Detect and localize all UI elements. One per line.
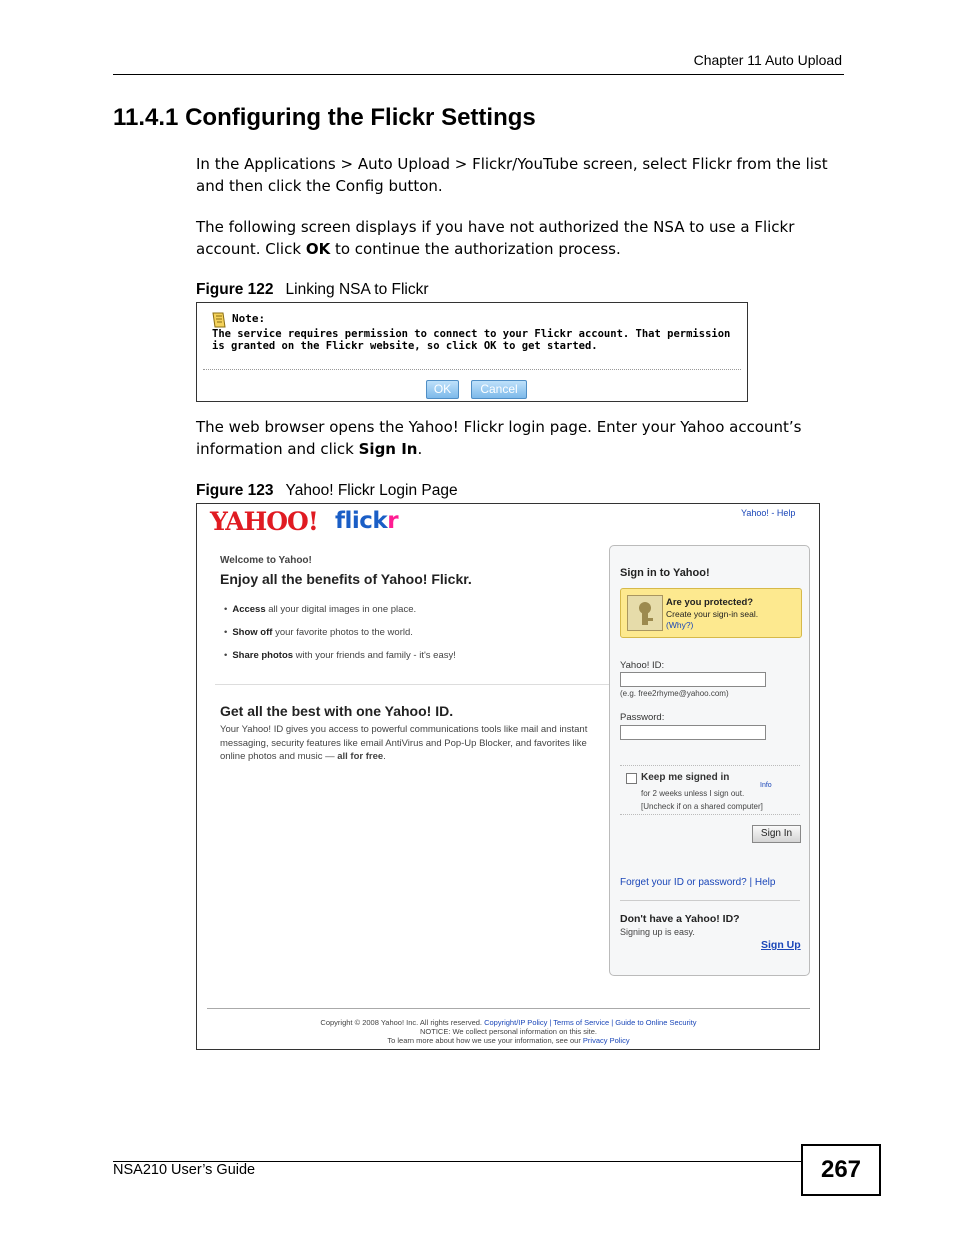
figure-123-title: Yahoo! Flickr Login Page [285, 482, 458, 499]
sign-up-link[interactable]: Sign Up [761, 939, 801, 951]
description-end: . [383, 751, 386, 762]
sign-in-panel [609, 545, 810, 976]
figure-123-screenshot [196, 503, 820, 1050]
benefit-text: all your digital images in one place. [265, 604, 417, 615]
seal-title: Are you protected? [666, 597, 754, 608]
yahoo-id-label: Yahoo! ID: [620, 660, 665, 671]
keep-signed-in-label: Keep me signed in [641, 772, 730, 783]
benefit-item [224, 650, 456, 661]
sign-in-heading: Sign in to Yahoo! [620, 567, 710, 579]
paragraph-1: In the Applications > Auto Upload > Flickr/YouTube screen, select Flickr from the list and then click the Config button. [196, 155, 828, 195]
enjoy-heading: Enjoy all the benefits of Yahoo! Flickr. [220, 571, 472, 587]
paragraph-2-text: The following screen displays if you have not authorized the NSA to use a Flickr account. Click [196, 218, 795, 258]
yahoo-id-description [220, 723, 610, 764]
keep-signed-in-note [641, 787, 763, 813]
figure-122-title: Linking NSA to Flickr [285, 281, 429, 298]
seal-why-link[interactable]: (Why?) [666, 620, 694, 630]
welcome-text: Welcome to Yahoo! [220, 555, 312, 566]
policy-links[interactable]: Copyright/IP Policy | Terms of Service | Guide to Online Security [484, 1018, 697, 1027]
ok-emphasis: OK [305, 240, 331, 258]
paragraph-2 [196, 216, 841, 260]
yahoo-id-hint: (e.g. free2rhyme@yahoo.com) [620, 689, 729, 698]
privacy-text: To learn more about how we use your information, see our [387, 1036, 583, 1045]
paragraph-3 [196, 416, 841, 460]
dialog-divider [203, 369, 741, 370]
privacy-line [207, 1036, 810, 1045]
seal-subtitle: Create your sign-in seal. [666, 609, 759, 619]
ok-button[interactable]: OK [426, 380, 459, 399]
benefit-text: with your friends and family - it's easy! [293, 650, 456, 661]
keep-note-line-2: [Uncheck if on a shared computer] [641, 802, 763, 811]
yahoo-id-input[interactable] [620, 672, 766, 687]
guide-title: NSA210 User’s Guide [113, 1162, 256, 1178]
privacy-policy-link[interactable]: Privacy Policy [582, 1036, 630, 1045]
chapter-header: Chapter 11 Auto Upload [693, 52, 842, 68]
cancel-button[interactable]: Cancel [471, 380, 527, 399]
note-text: The service requires permission to connect to your Flickr account. That permission is granted on the Flickr website, so click OK to get started. [212, 328, 731, 352]
paragraph-3-text: The web browser opens the Yahoo! Flickr login page. Enter your Yahoo account’s information and click [196, 418, 802, 458]
flickr-logo-pink: r [387, 508, 399, 534]
figure-123-label: Figure 123 [196, 482, 274, 499]
get-all-heading: Get all the best with one Yahoo! ID. [220, 703, 454, 719]
keep-signed-in-checkbox[interactable] [626, 773, 637, 784]
benefit-bold: Show off [232, 627, 273, 638]
password-input[interactable] [620, 725, 766, 740]
forgot-help-link[interactable]: Forget your ID or password? | Help [620, 877, 776, 888]
all-for-free: all for free [337, 751, 384, 762]
benefit-item [224, 604, 416, 615]
figure-122-screenshot [196, 302, 748, 402]
benefit-item [224, 627, 413, 638]
paragraph-3-text-end: . [417, 440, 423, 458]
paragraph-2-text-end: to continue the authorization process. [330, 240, 621, 258]
sign-in-seal-box[interactable] [620, 588, 802, 638]
benefit-bold: Access [232, 604, 266, 615]
benefit-text: your favorite photos to the world. [272, 627, 413, 638]
figure-123-caption [196, 482, 458, 500]
footer-rule [207, 1008, 810, 1009]
figure-122-caption [196, 281, 429, 299]
content-divider [215, 684, 609, 685]
copyright-text: Copyright © 2008 Yahoo! Inc. All rights reserved. [320, 1018, 485, 1027]
flickr-logo [335, 508, 398, 534]
seal-icon [627, 595, 663, 631]
header-rule [113, 74, 844, 75]
figure-122-label: Figure 122 [196, 281, 274, 298]
sign-in-button[interactable]: Sign In [752, 825, 801, 843]
copyright-line [207, 1018, 810, 1027]
info-link[interactable]: Info [760, 782, 772, 789]
description-text: Your Yahoo! ID gives you access to powerful communications tools like mail and instant messaging, security features like email AntiVirus and Pop-Up Blocker, and favorites like online photos and music — [220, 724, 588, 762]
sign-in-emphasis: Sign In [358, 440, 418, 458]
yahoo-help-links[interactable]: Yahoo! - Help [741, 508, 796, 518]
page-number: 267 [801, 1144, 881, 1196]
flickr-logo-blue: flick [335, 508, 388, 534]
benefit-bold: Share photos [232, 650, 294, 661]
section-title: 11.4.1 Configuring the Flickr Settings [113, 104, 536, 131]
password-label: Password: [620, 712, 665, 723]
panel-divider [620, 900, 800, 901]
panel-divider [620, 765, 800, 766]
note-icon [210, 311, 228, 329]
yahoo-logo: YAHOO! [210, 507, 318, 536]
note-title: Note: [232, 312, 266, 325]
no-yahoo-id-heading: Don't have a Yahoo! ID? [620, 913, 740, 925]
notice-line: NOTICE: We collect personal information on this site. [419, 1027, 597, 1036]
signup-easy-text: Signing up is easy. [620, 927, 695, 937]
keep-note-line-1: for 2 weeks unless I sign out. [641, 789, 745, 798]
panel-divider [620, 814, 800, 815]
